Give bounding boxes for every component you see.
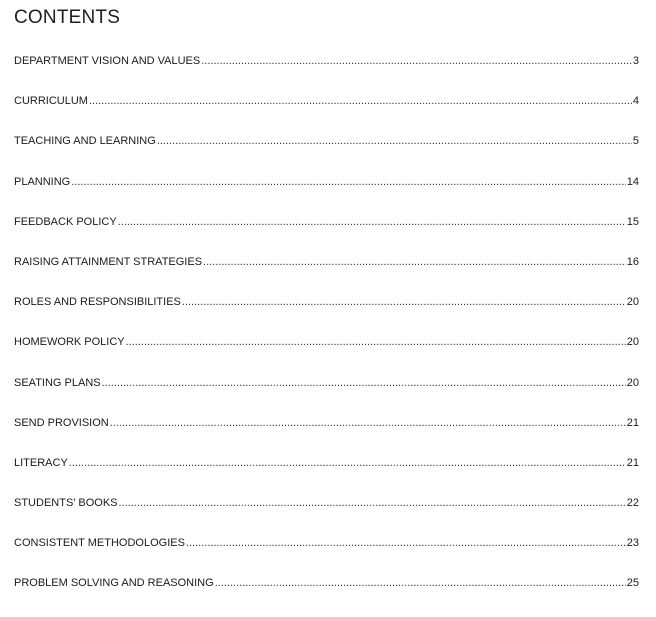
toc-entry-literacy[interactable] xyxy=(14,456,639,496)
toc-entry-label: PROBLEM SOLVING AND REASONING xyxy=(14,577,214,590)
toc-entry-label: FEEDBACK POLICY xyxy=(14,215,117,228)
toc-entry-page-number: 22 xyxy=(626,497,639,510)
dot-leader xyxy=(215,576,626,591)
toc-entry-label: SEATING PLANS xyxy=(14,376,101,389)
toc-entry-page-number: 20 xyxy=(626,336,639,349)
toc-entry-label: ROLES AND RESPONSIBILITIES xyxy=(14,296,181,309)
toc-entry-raising-attainment-strategies[interactable] xyxy=(14,255,639,295)
dot-leader xyxy=(89,94,632,109)
dot-leader xyxy=(126,335,626,350)
table-of-contents xyxy=(14,54,639,617)
dot-leader xyxy=(118,215,626,230)
toc-entry-label: RAISING ATTAINMENT STRATEGIES xyxy=(14,255,203,268)
toc-entry-label: LITERACY xyxy=(14,456,68,469)
toc-entry-page-number: 23 xyxy=(626,537,639,550)
toc-entry-label: TEACHING AND LEARNING xyxy=(14,135,156,148)
toc-entry-page-number: 21 xyxy=(626,456,639,469)
toc-entry-send-provision[interactable] xyxy=(14,416,639,456)
toc-entry-page-number: 5 xyxy=(632,135,639,148)
dot-leader xyxy=(186,536,626,551)
dot-leader xyxy=(71,175,626,190)
toc-entry-consistent-methodologies[interactable] xyxy=(14,536,639,576)
toc-entry-seating-plans[interactable] xyxy=(14,376,639,416)
toc-entry-page-number: 20 xyxy=(626,376,639,389)
toc-entry-teaching-and-learning[interactable] xyxy=(14,134,639,174)
dot-leader xyxy=(102,376,626,391)
toc-entry-page-number: 3 xyxy=(632,55,639,67)
toc-entry-page-number: 21 xyxy=(626,416,639,429)
toc-entry-page-number: 15 xyxy=(626,215,639,228)
toc-entry-page-number: 14 xyxy=(626,175,639,188)
toc-title: CONTENTS xyxy=(14,7,121,28)
toc-entry-label: CURRICULUM xyxy=(14,95,88,108)
toc-entry-feedback-policy[interactable] xyxy=(14,215,639,255)
toc-entry-label: HOMEWORK POLICY xyxy=(14,336,125,349)
dot-leader xyxy=(110,416,626,431)
toc-entry-roles-and-responsibilities[interactable] xyxy=(14,295,639,335)
toc-entry-label: DEPARTMENT VISION AND VALUES xyxy=(14,55,201,67)
toc-entry-students-books[interactable] xyxy=(14,496,639,536)
toc-entry-label: CONSISTENT METHODOLOGIES xyxy=(14,537,185,550)
dot-leader xyxy=(201,54,632,69)
toc-entry-department-vision-and-values[interactable] xyxy=(14,54,639,94)
dot-leader xyxy=(69,456,626,471)
toc-entry-label: PLANNING xyxy=(14,175,71,188)
toc-entry-problem-solving-and-reasoning[interactable] xyxy=(14,576,639,616)
toc-entry-planning[interactable] xyxy=(14,175,639,215)
toc-entry-label: STUDENTS’ BOOKS xyxy=(14,497,118,510)
toc-entry-label: SEND PROVISION xyxy=(14,416,109,429)
toc-entry-page-number: 20 xyxy=(626,296,639,309)
dot-leader xyxy=(119,496,626,511)
dot-leader xyxy=(157,134,632,149)
toc-entry-curriculum[interactable] xyxy=(14,94,639,134)
dot-leader xyxy=(203,255,626,270)
toc-entry-page-number: 25 xyxy=(626,577,639,590)
toc-entry-page-number: 16 xyxy=(626,255,639,268)
toc-entry-homework-policy[interactable] xyxy=(14,335,639,375)
toc-entry-page-number: 4 xyxy=(632,95,639,108)
dot-leader xyxy=(182,295,626,310)
